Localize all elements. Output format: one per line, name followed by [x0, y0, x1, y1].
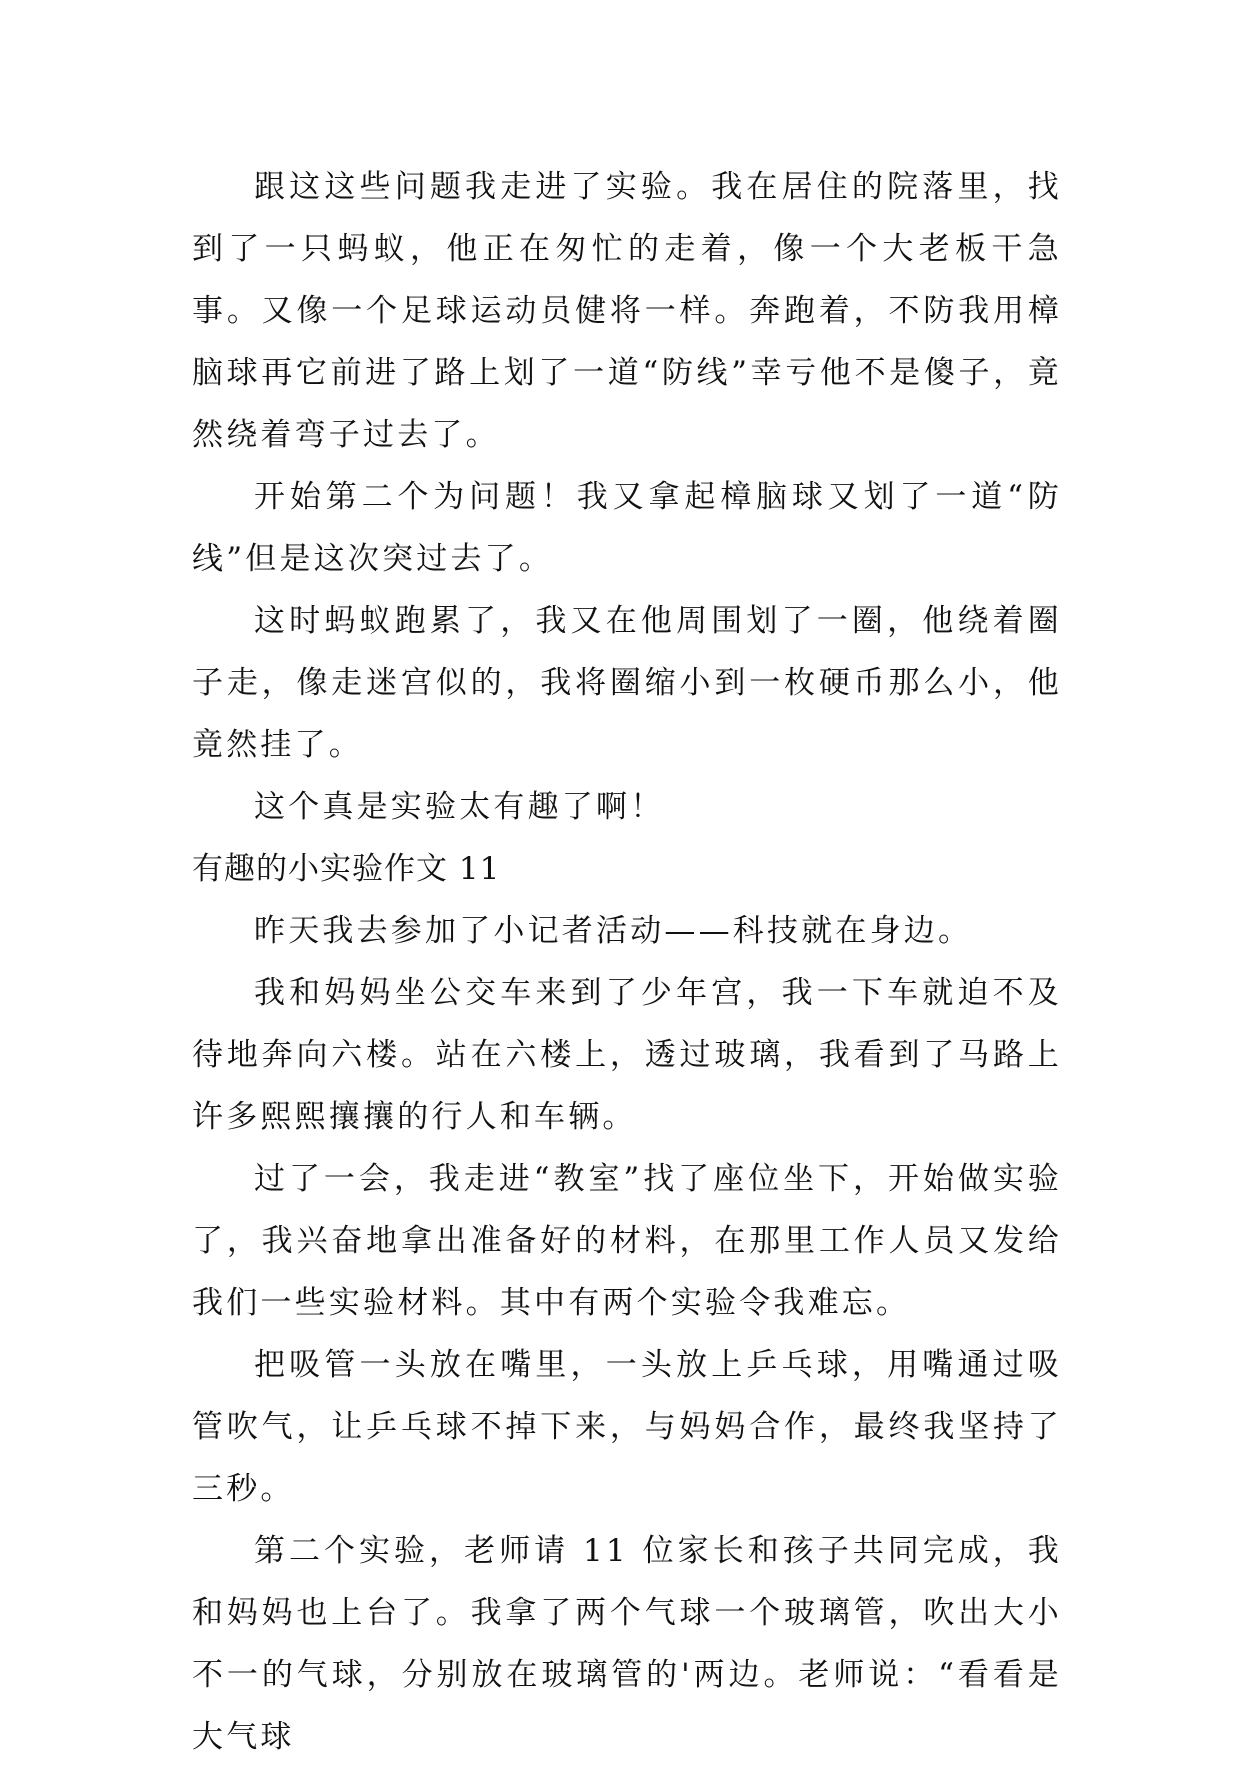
paragraph-ant-tired: 这时蚂蚁跑累了，我又在他周围划了一圈，他绕着圈子走，像走迷宫似的，我将圈缩小到一枚硬币那么小，他竟然挂了。	[192, 603, 1062, 763]
paragraph-ant-experiment: 跟这这些问题我走进了实验。我在居住的院落里，找到了一只蚂蚁，他正在匆忙的走着，像一个大老板干急事。又像一个足球运动员健将一样。奔跑着，不防我用樟脑球再它前进了路上划了一道“防线”幸亏他不是傻子，竟然绕着弯子过去了。	[192, 169, 1062, 453]
paragraph-conclusion: 这个真是实验太有趣了啊！	[254, 789, 665, 825]
document-body	[192, 156, 1062, 1768]
paragraph-reporter-activity: 昨天我去参加了小记者活动——科技就在身边。	[254, 913, 973, 949]
paragraph-straw-experiment: 把吸管一头放在嘴里，一头放上乒乓球，用嘴通过吸管吹气，让乒乓球不掉下来，与妈妈合作，最终我坚持了三秒。	[192, 1347, 1062, 1507]
paragraph-classroom: 过了一会，我走进“教室”找了座位坐下，开始做实验了，我兴奋地拿出准备好的材料，在那里工作人员又发给我们一些实验材料。其中有两个实验令我难忘。	[192, 1161, 1062, 1321]
paragraph-second-question: 开始第二个为问题！我又拿起樟脑球又划了一道“防线”但是这次突过去了。	[192, 479, 1062, 577]
essay-heading: 有趣的小实验作文 11	[192, 851, 501, 887]
paragraph-youth-palace: 我和妈妈坐公交车来到了少年宫，我一下车就迫不及待地奔向六楼。站在六楼上，透过玻璃，我看到了马路上许多熙熙攘攘的行人和车辆。	[192, 975, 1062, 1135]
paragraph-balloon-experiment: 第二个实验，老师请 11 位家长和孩子共同完成，我和妈妈也上台了。我拿了两个气球一个玻璃管，吹出大小不一的气球，分别放在玻璃管的'两边。老师说：“看看是大气球	[192, 1533, 1062, 1755]
